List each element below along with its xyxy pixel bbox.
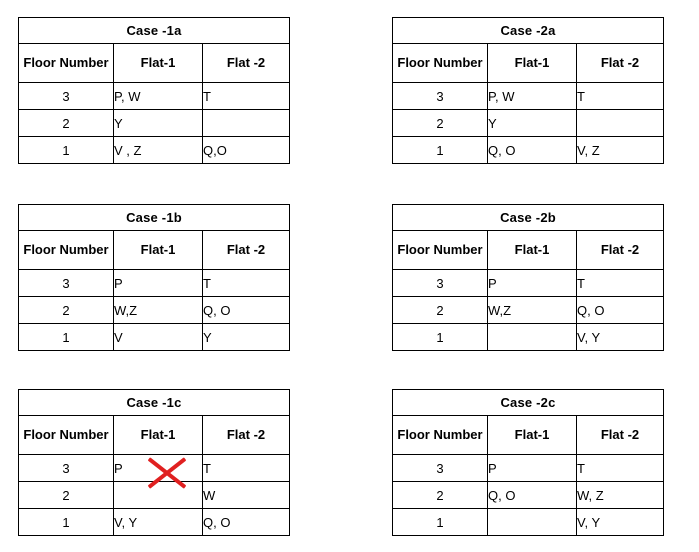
- table-title-row: [393, 390, 664, 416]
- floor-number: 1: [393, 137, 488, 164]
- table-header-row: [393, 416, 664, 455]
- column-header-flat1: Flat-1: [114, 231, 203, 270]
- flat1-value: P: [488, 455, 577, 482]
- flat1-value: P: [114, 455, 203, 482]
- table-row: [19, 509, 290, 536]
- table-row: [393, 110, 664, 137]
- floor-number: 1: [19, 509, 114, 536]
- table-case-1a: [18, 17, 290, 164]
- table-row: [393, 324, 664, 351]
- table-row: [393, 297, 664, 324]
- column-header-floor: Floor Number: [393, 416, 488, 455]
- flat1-value: W,Z: [488, 297, 577, 324]
- table-title-row: [393, 205, 664, 231]
- flat2-value: V, Y: [577, 324, 664, 351]
- flat1-value: Q, O: [488, 137, 577, 164]
- flat2-value: Q, O: [203, 297, 290, 324]
- table-row: [393, 482, 664, 509]
- table-title: Case -1c: [19, 390, 290, 416]
- flat2-value: T: [577, 83, 664, 110]
- flat1-value: V, Y: [114, 509, 203, 536]
- table-row: [19, 83, 290, 110]
- column-header-flat2: Flat -2: [203, 231, 290, 270]
- column-header-floor: Floor Number: [19, 44, 114, 83]
- flat1-value: V: [114, 324, 203, 351]
- table-header-row: [19, 44, 290, 83]
- floor-number: 3: [19, 455, 114, 482]
- floor-number: 2: [393, 297, 488, 324]
- flat2-value: V, Y: [577, 509, 664, 536]
- flat1-value: P, W: [488, 83, 577, 110]
- flat1-value: [114, 482, 203, 509]
- flat1-value: P: [114, 270, 203, 297]
- floor-number: 3: [393, 83, 488, 110]
- table-case-2b: [392, 204, 664, 351]
- table-header-row: [393, 231, 664, 270]
- floor-number: 2: [19, 482, 114, 509]
- table-row: [393, 270, 664, 297]
- table-case-2c: [392, 389, 664, 536]
- flat2-value: T: [203, 455, 290, 482]
- floor-number: 3: [393, 455, 488, 482]
- column-header-floor: Floor Number: [393, 231, 488, 270]
- flat2-value: V, Z: [577, 137, 664, 164]
- table-row: [19, 110, 290, 137]
- table-row: [19, 270, 290, 297]
- flat1-value: Y: [114, 110, 203, 137]
- table-title: Case -2b: [393, 205, 664, 231]
- column-header-flat1: Flat-1: [488, 44, 577, 83]
- floor-number: 1: [19, 137, 114, 164]
- table-header-row: [393, 44, 664, 83]
- flat2-value: Q, O: [203, 509, 290, 536]
- table-title-row: [19, 205, 290, 231]
- flat2-value: Q, O: [577, 297, 664, 324]
- table-title: Case -1b: [19, 205, 290, 231]
- floor-number: 1: [19, 324, 114, 351]
- floor-number: 3: [19, 83, 114, 110]
- table-title: Case -2c: [393, 390, 664, 416]
- floor-number: 1: [393, 509, 488, 536]
- table-row: [393, 137, 664, 164]
- table-header-row: [19, 416, 290, 455]
- table-row: [393, 455, 664, 482]
- floor-number: 3: [19, 270, 114, 297]
- flat1-value: P, W: [114, 83, 203, 110]
- table-case-1c: [18, 389, 290, 536]
- table-row: [19, 455, 290, 482]
- table-title-row: [19, 18, 290, 44]
- flat1-value: [488, 324, 577, 351]
- floor-number: 1: [393, 324, 488, 351]
- flat2-value: [577, 110, 664, 137]
- flat2-value: W: [203, 482, 290, 509]
- flat1-value: Q, O: [488, 482, 577, 509]
- column-header-flat2: Flat -2: [577, 416, 664, 455]
- flat1-value: P: [488, 270, 577, 297]
- flat2-value: Q,O: [203, 137, 290, 164]
- flat2-value: W, Z: [577, 482, 664, 509]
- floor-number: 3: [393, 270, 488, 297]
- column-header-flat1: Flat-1: [114, 44, 203, 83]
- flat2-value: T: [203, 83, 290, 110]
- table-header-row: [19, 231, 290, 270]
- floor-number: 2: [393, 110, 488, 137]
- table-row: [19, 324, 290, 351]
- column-header-floor: Floor Number: [19, 231, 114, 270]
- table-title: Case -2a: [393, 18, 664, 44]
- floor-number: 2: [393, 482, 488, 509]
- flat2-value: T: [577, 270, 664, 297]
- table-row: [393, 83, 664, 110]
- flat2-value: T: [577, 455, 664, 482]
- table-row: [393, 509, 664, 536]
- table-case-2a: [392, 17, 664, 164]
- column-header-floor: Floor Number: [19, 416, 114, 455]
- column-header-flat2: Flat -2: [203, 44, 290, 83]
- column-header-flat1: Flat-1: [488, 231, 577, 270]
- table-title-row: [393, 18, 664, 44]
- column-header-flat2: Flat -2: [577, 231, 664, 270]
- flat1-value: [488, 509, 577, 536]
- table-title: Case -1a: [19, 18, 290, 44]
- column-header-flat1: Flat-1: [488, 416, 577, 455]
- table-row: [19, 297, 290, 324]
- flat1-value: V , Z: [114, 137, 203, 164]
- table-title-row: [19, 390, 290, 416]
- column-header-flat2: Flat -2: [203, 416, 290, 455]
- flat2-value: T: [203, 270, 290, 297]
- flat2-value: Y: [203, 324, 290, 351]
- flat1-value: Y: [488, 110, 577, 137]
- table-case-1b: [18, 204, 290, 351]
- flat1-value: W,Z: [114, 297, 203, 324]
- table-row: [19, 137, 290, 164]
- column-header-floor: Floor Number: [393, 44, 488, 83]
- floor-number: 2: [19, 297, 114, 324]
- flat2-value: [203, 110, 290, 137]
- table-row: [19, 482, 290, 509]
- column-header-flat1: Flat-1: [114, 416, 203, 455]
- floor-number: 2: [19, 110, 114, 137]
- column-header-flat2: Flat -2: [577, 44, 664, 83]
